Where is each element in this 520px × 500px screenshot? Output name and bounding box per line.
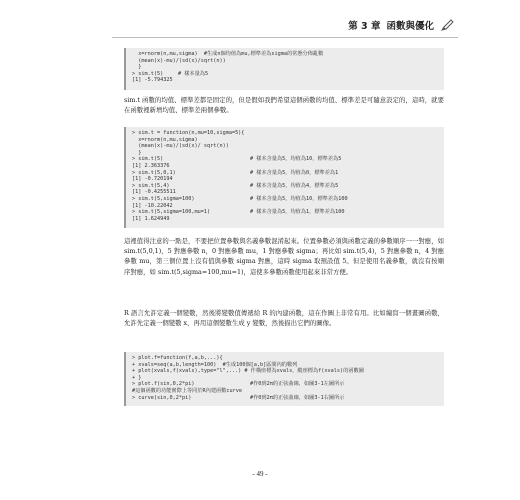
code-text: [1] -0.4255511 — [132, 189, 176, 196]
paragraph-1-text: sim.t 函數的均值、標準差都是固定的，但是假如我們希望這個函數的均值、標準差是可隨意設定的，這時，就要在函數裡新增均值、標準差兩個參數。 — [124, 96, 444, 115]
code-line — [132, 216, 438, 223]
code-line — [132, 170, 438, 177]
code-text: > sim.t = function(n,mu=10,sigma=5){ — [132, 130, 245, 136]
code-text: > plot.f(sin,0,2*pi) — [132, 381, 195, 388]
code-comment: #作0到2π的正弦曲線，如圖3-1右圖所示 — [250, 394, 345, 401]
code-comment: # 樣本含量為5，均值為10，標準差為5 — [250, 156, 342, 163]
code-text: #這個函數的功能實際上等同於R內建函數curve — [132, 387, 243, 394]
code-text: [1] -10.22042 — [132, 202, 173, 209]
code-line — [132, 388, 438, 395]
code-line — [132, 64, 438, 71]
code-text: x=rnorm(n,mu,sigma) #生成n個均值為mu,標準差為sigma的常態分佈亂數 — [132, 51, 324, 57]
code-text: } — [132, 149, 142, 156]
code-line — [132, 176, 438, 183]
code-line — [132, 71, 438, 78]
code-line — [132, 58, 438, 65]
code-text: > sim.t(5,0,1) — [132, 169, 176, 176]
code-comment: # 樣本量為5 — [178, 70, 209, 77]
code-line — [132, 183, 438, 190]
code-comment: #作0到2π的正弦曲線，如圖3-1左圖所示 — [250, 381, 345, 388]
code-line — [132, 381, 438, 388]
code-text: > plot.f=function(f,a,b,...){ — [132, 355, 223, 361]
code-line — [132, 130, 438, 137]
code-comment: # 樣本含量為5，均值為0，標準差為1 — [250, 169, 339, 176]
code-text: } — [132, 64, 142, 71]
paragraph-3 — [124, 308, 444, 328]
chapter-number: 第 3 章 — [348, 21, 381, 32]
code-text: (mean(x)-mu)/(sd(x)/sqrt(n)) — [132, 57, 226, 64]
code-text: (mean(x)-mu)/(sd(x)/ sqrt(n)) — [132, 143, 229, 150]
code-text: [1] -5.794325 — [132, 77, 173, 84]
code-block-2 — [124, 127, 444, 228]
code-text: > curve(sin,0,2*pi) — [132, 394, 192, 401]
code-text: [1] 2.363376 — [132, 162, 170, 169]
code-line — [132, 395, 438, 402]
code-text: [1] -0.720194 — [132, 176, 173, 183]
header-rule — [112, 37, 458, 38]
code-line — [132, 137, 438, 144]
code-comment: # 樣本含量為5，均值為1，標準差為100 — [250, 209, 345, 216]
code-text: > sim.t(5) — [132, 70, 164, 77]
code-line — [132, 189, 438, 196]
code-block-1 — [124, 48, 444, 90]
paragraph-1 — [124, 95, 444, 115]
chapter-header — [348, 18, 454, 32]
code-text: x=rnorm(n,mu,sigma) — [132, 136, 198, 143]
code-text: + } — [132, 374, 142, 381]
paragraph-3-text: R 語言允許定義一個變數，然後將變數值傳遞給 R 的內建函數，這在作圖上非常有用。比如編寫一個畫圖函數，允許先定義一個變數 x，再用這個變數生成 y 變數，然後描出它們的圖像。 — [124, 309, 444, 328]
code-text: > sim.t(5,sigma=100,mu=1) — [132, 209, 211, 216]
code-comment: # 樣本含量為5，均值為10，標準差為100 — [250, 195, 348, 202]
code-text: > sim.t(5) — [132, 156, 164, 163]
page-number: - 49 - — [252, 470, 268, 478]
code-text: [1] 1.624949 — [132, 215, 170, 222]
paragraph-2-text: 這裡值得注意的一點是，不要把位置參數與名義參數混淆起來。位置參數必須與函數定義的參數順序一一對應，如 sim.t(5,0,1)，5 對應參數 n，0 對應參數 mu，1 對應參數 sigma；再比如 sim.t(5,4)，5 對應參數 n，4 對應參數 mu，第三個位置上沒有值與參數 sigma 對應，這時 sigma 取預設值 5。但是使用名義參數，就沒有按順序對應，如 sim.t(5,sigma=100,mu=1)，這使多參數函數使用起來非常方便。 — [124, 237, 444, 276]
code-text: > sim.t(5,4) — [132, 182, 170, 189]
chapter-title: 函數與優化 — [386, 21, 434, 32]
code-line — [132, 368, 438, 375]
code-text: > sim.t(5,sigma=100) — [132, 195, 195, 202]
code-line — [132, 77, 438, 84]
code-comment: # 樣本含量為5，均值為4，標準差為5 — [250, 182, 339, 189]
code-line — [132, 196, 438, 203]
pencil-icon — [440, 19, 454, 31]
code-line — [132, 355, 438, 362]
code-line — [132, 143, 438, 150]
code-line — [132, 156, 438, 163]
paragraph-2 — [124, 236, 444, 277]
code-line — [132, 163, 438, 170]
code-line — [132, 51, 438, 58]
code-text: + xvals=seq(a,b,length=100) #生成100個[a,b]區間內的數列 — [132, 361, 298, 368]
code-block-3 — [124, 352, 444, 406]
code-text: + plot(xvals,f(xvals),type="l",...) # 作橫座標為xvals，縱座標為f(xvals)的函數圖 — [132, 368, 364, 375]
code-line — [132, 209, 438, 216]
